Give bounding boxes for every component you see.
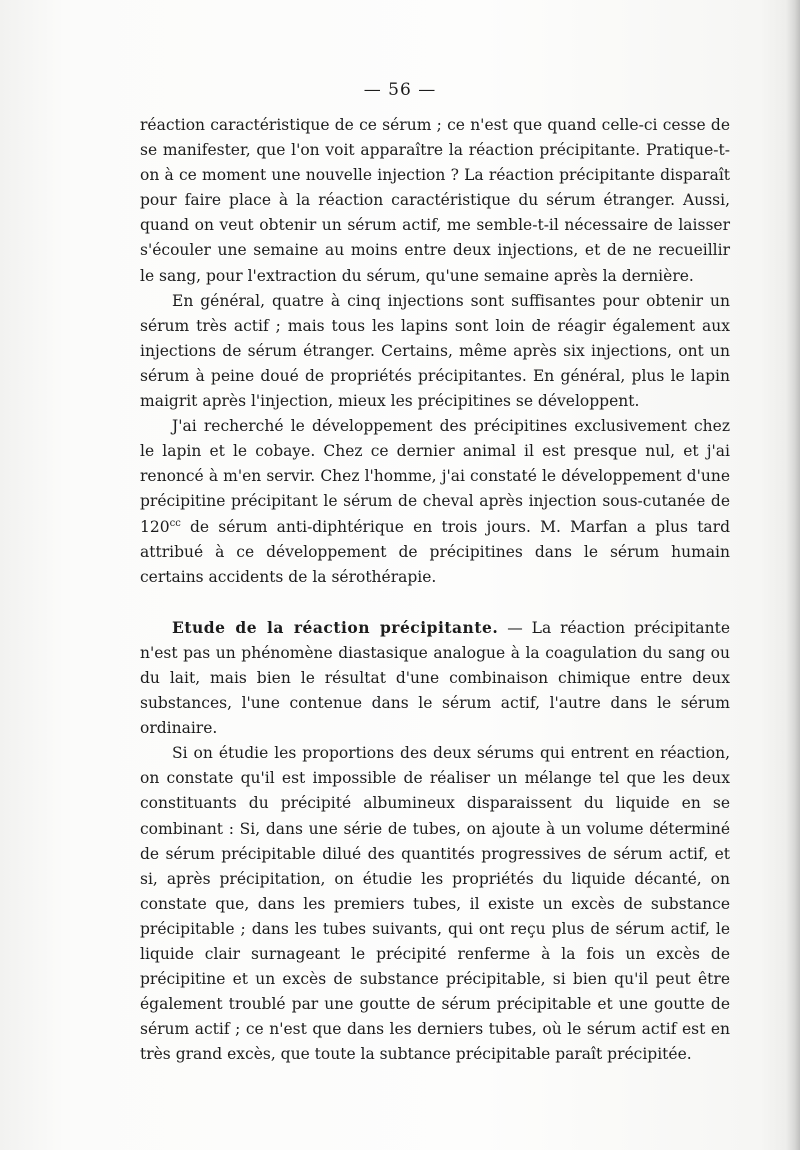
paragraph-4	[140, 615, 730, 741]
body-text	[140, 113, 730, 1067]
unit-superscript: cc	[169, 517, 181, 529]
section-gap	[140, 590, 730, 615]
paragraph-2: En général, quatre à cinq injections sont suffisantes pour obtenir un sérum très actif ; mais tous les lapins sont loin de réagir également aux injections de sérum étranger. Certains, même après six injections, ont un sérum à peine doué de propriétés précipitantes. En général, plus le lapin maigrit après l'injection, mieux les précipitines se développent.	[140, 291, 730, 411]
paragraph-4-body: — La réaction précipitante n'est pas un phénomène diastasique analogue à la coagulation du sang ou du lait, mais bien le résultat d'une combinaison chimique entre deux substances, l'une contenue dans le sérum actif, l'autre dans le sérum ordinaire.	[140, 618, 730, 738]
paragraph-3-text-a: J'ai recherché le développement des précipitines exclusivement chez le lapin et le cobaye. Chez ce dernier animal il est presque nul, et j'ai renoncé à m'en servir. Chez l'homme, j'ai constaté le développement d'une précipitine précipitant le sérum de cheval après injection sous-cutanée de 120	[140, 417, 730, 536]
page-edge-shadow	[786, 0, 800, 1150]
paragraph-3-text-b: de sérum anti-diphtérique en trois jours. M. Marfan a plus tard attribué à ce développement de précipitines dans le sérum humain certains accidents de la sérothérapie.	[140, 517, 730, 586]
paragraph-5: Si on étudie les proportions des deux sérums qui entrent en réaction, on constate qu'il est impossible de réaliser un mélange tel que les deux constituants du précipité albumineux disparaissent du liquide en se combinant : Si, dans une série de tubes, on ajoute à un volume déterminé de sérum précipitable dilué des quantités progressives de sérum actif, et si, après précipitation, on étudie les propriétés du liquide décanté, on constate que, dans les premiers tubes, il existe un excès de substance précipitable ; dans les tubes suivants, qui ont reçu plus de sérum actif, le liquide clair surnageant le précipité renferme à la fois un excès de précipitine et un excès de substance précipitable, si bien qu'il peut être également troublé par une goutte de sérum précipitable et une goutte de sérum actif ; ce n'est que dans les derniers tubes, où le sérum actif est en très grand excès, que toute la subtance précipitable paraît précipitée.	[140, 744, 730, 1064]
paragraph-3	[140, 414, 730, 590]
paragraph-1: réaction caractéristique de ce sérum ; ce n'est que quand celle-ci cesse de se manifester, que l'on voit apparaître la réaction précipitante. Pratique-t-on à ce moment une nouvelle injection ? La réaction précipitante disparaît pour faire place à la réaction caractéristique du sérum étranger. Aussi, quand on veut obtenir un sérum actif, me semble-t-il nécessaire de laisser s'écouler une semaine au moins entre deux injections, et de ne recueillir le sang, pour l'extraction du sérum, qu'une semaine après la dernière.	[140, 116, 730, 285]
section-heading: Etude de la réaction précipitante.	[172, 617, 499, 637]
page-number: — 56 —	[363, 80, 437, 100]
